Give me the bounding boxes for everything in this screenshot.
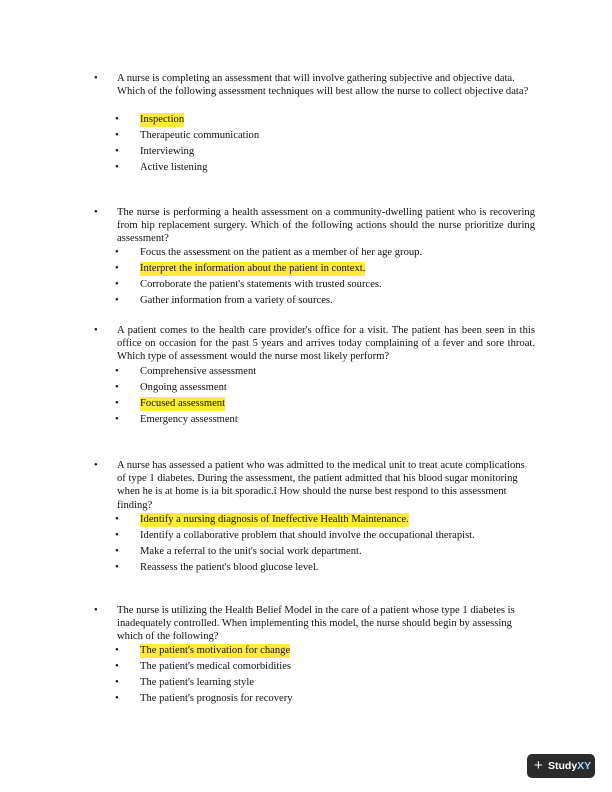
option-text-correct: Identify a nursing diagnosis of Ineffective Health Maintenance. — [140, 514, 409, 525]
option-text: Ongoing assessment — [140, 382, 227, 393]
brand-part1: Study — [548, 760, 578, 772]
option-text-correct: The patient's motivation for change — [140, 645, 291, 656]
option-text: Therapeutic communication — [140, 130, 260, 141]
studyxy-badge[interactable] — [527, 754, 595, 778]
option-text-correct: Interpret the information about the patient in context. — [140, 263, 366, 274]
question-bullet: • — [94, 325, 98, 336]
option-text: The patient's medical comorbidities — [140, 661, 292, 672]
option-bullet: • — [115, 645, 119, 656]
option-text: The patient's learning style — [140, 677, 254, 688]
option-bullet: • — [115, 295, 119, 306]
option-text: The patient's prognosis for recovery — [140, 693, 293, 704]
option-text: Active listening — [140, 162, 208, 173]
option-text: Corroborate the patient's statements with trusted sources. — [140, 279, 382, 290]
option-text-correct: Focused assessment — [140, 398, 226, 409]
option-bullet: • — [115, 279, 119, 290]
option-bullet: • — [115, 162, 119, 173]
option-bullet: • — [115, 130, 119, 141]
option-bullet: • — [115, 114, 119, 125]
brand-name — [548, 754, 591, 778]
option-bullet: • — [115, 366, 119, 377]
plus-icon: + — [534, 757, 543, 774]
option-bullet: • — [115, 562, 119, 573]
brand-part2: XY — [577, 760, 592, 772]
option-text: Focus the assessment on the patient as a member of her age group. — [140, 247, 423, 258]
option-bullet: • — [115, 546, 119, 557]
option-bullet: • — [115, 693, 119, 704]
option-bullet: • — [115, 398, 119, 409]
question-stem: A patient comes to the health care provider's office for a visit. The patient has been seen in this office on occasion for the past 5 years and arrives today complaining of a fever and sore throat. Which type of assessment would the nurse most likely perform? — [117, 325, 535, 363]
option-bullet: • — [115, 414, 119, 425]
question-bullet: • — [94, 605, 98, 616]
question-bullet: • — [94, 207, 98, 218]
option-text-correct: Inspection — [140, 114, 185, 125]
question-stem: The nurse is utilizing the Health Belief Model in the care of a patient whose type 1 diabetes is inadequately controlled. When implementing this model, the nurse should begin by assessing which of the following? — [117, 605, 515, 643]
option-text: Make a referral to the unit's social work department. — [140, 546, 362, 557]
option-bullet: • — [115, 146, 119, 157]
question-bullet: • — [94, 73, 98, 84]
option-bullet: • — [115, 263, 119, 274]
option-bullet: • — [115, 247, 119, 258]
question-stem: A nurse is completing an assessment that will involve gathering subjective and objective data. Which of the following assessment techniques will best allow the nurse to collect objective data? — [117, 73, 529, 98]
option-bullet: • — [115, 530, 119, 541]
option-text: Comprehensive assessment — [140, 366, 257, 377]
option-text: Gather information from a variety of sources. — [140, 295, 333, 306]
option-text: Identify a collaborative problem that should involve the occupational therapist. — [140, 530, 475, 541]
option-text: Reassess the patient's blood glucose level. — [140, 562, 319, 573]
option-bullet: • — [115, 382, 119, 393]
option-text: Interviewing — [140, 146, 195, 157]
option-bullet: • — [115, 661, 119, 672]
option-text: Emergency assessment — [140, 414, 238, 425]
question-stem: The nurse is performing a health assessment on a community-dwelling patient who is recovering from hip replacement surgery. Which of the following actions should the nurse prioritize during assessment? — [117, 207, 535, 245]
option-bullet: • — [115, 677, 119, 688]
question-stem: A nurse has assessed a patient who was admitted to the medical unit to treat acute complications of type 1 diabetes. During the assessment, the patient admitted that his blood sugar monitoring when he is at home is ìa bit sporadic.î How should the nurse best respond to this assessment finding? — [117, 460, 525, 511]
question-bullet: • — [94, 460, 98, 471]
option-bullet: • — [115, 514, 119, 525]
